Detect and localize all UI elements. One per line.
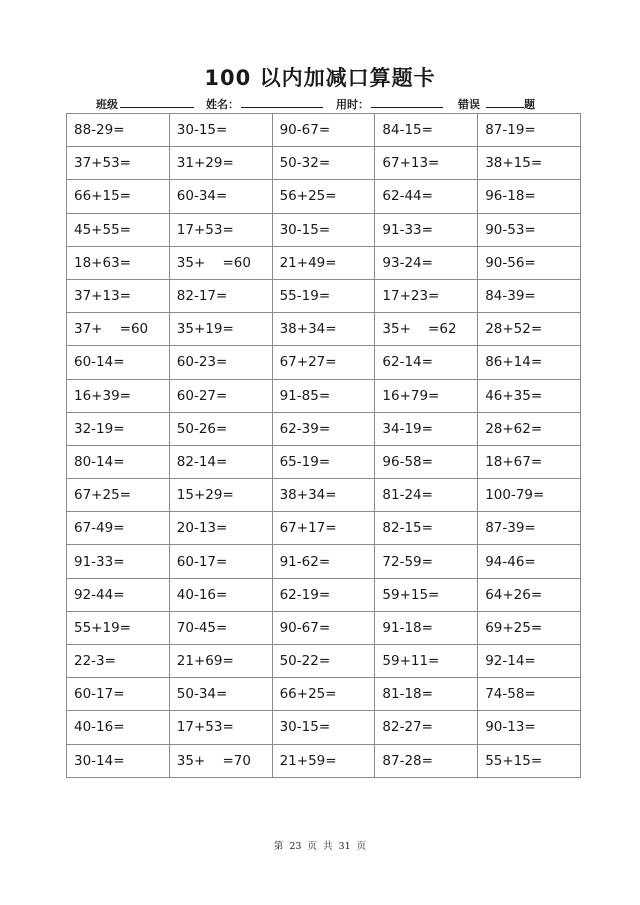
problem-cell: 21+59= [272, 744, 375, 777]
class-blank [120, 96, 194, 108]
problem-row [67, 379, 581, 412]
problem-cell: 62-14= [375, 346, 478, 379]
problem-cell: 50-32= [272, 147, 375, 180]
problem-cell: 60-27= [169, 379, 272, 412]
problem-cell: 92-14= [478, 645, 581, 678]
problem-cell: 62-19= [272, 578, 375, 611]
problem-cell: 46+35= [478, 379, 581, 412]
problem-cell: 40-16= [169, 578, 272, 611]
problem-row [67, 645, 581, 678]
problem-cell: 66+15= [67, 180, 170, 213]
problem-row [67, 545, 581, 578]
problem-cell: 35+ =60 [169, 246, 272, 279]
problem-cell: 67+25= [67, 479, 170, 512]
problem-cell: 65-19= [272, 445, 375, 478]
problem-cell: 55-19= [272, 279, 375, 312]
problem-cell: 81-18= [375, 678, 478, 711]
errors-field [458, 96, 535, 112]
problem-cell: 30-15= [272, 213, 375, 246]
problem-cell: 67+17= [272, 512, 375, 545]
problem-cell: 32-19= [67, 412, 170, 445]
name-field [206, 96, 323, 112]
problem-row [67, 445, 581, 478]
name-label: 姓名： [206, 98, 239, 111]
problem-row [67, 279, 581, 312]
problem-cell: 30-15= [272, 711, 375, 744]
problem-cell: 35+ =62 [375, 313, 478, 346]
problem-cell: 69+25= [478, 611, 581, 644]
problem-cell: 91-33= [67, 545, 170, 578]
problem-row [67, 147, 581, 180]
problem-cell: 60-17= [67, 678, 170, 711]
problem-row [67, 479, 581, 512]
problem-cell: 64+26= [478, 578, 581, 611]
problem-cell: 87-28= [375, 744, 478, 777]
problem-cell: 87-39= [478, 512, 581, 545]
problem-cell: 18+63= [67, 246, 170, 279]
problem-cell: 67-49= [67, 512, 170, 545]
problem-cell: 21+69= [169, 645, 272, 678]
problem-cell: 67+13= [375, 147, 478, 180]
problem-cell: 28+62= [478, 412, 581, 445]
problem-cell: 60-17= [169, 545, 272, 578]
problem-cell: 21+49= [272, 246, 375, 279]
problem-cell: 60-14= [67, 346, 170, 379]
problem-cell: 91-85= [272, 379, 375, 412]
problem-cell: 94-46= [478, 545, 581, 578]
problem-row [67, 180, 581, 213]
problem-cell: 72-59= [375, 545, 478, 578]
problem-cell: 31+29= [169, 147, 272, 180]
problem-cell: 66+25= [272, 678, 375, 711]
problem-cell: 91-33= [375, 213, 478, 246]
problem-cell: 62-39= [272, 412, 375, 445]
problem-cell: 17+23= [375, 279, 478, 312]
problem-cell: 74-58= [478, 678, 581, 711]
problem-cell: 45+55= [67, 213, 170, 246]
problem-cell: 90-56= [478, 246, 581, 279]
time-field [336, 96, 443, 112]
problem-cell: 16+79= [375, 379, 478, 412]
problem-cell: 35+ =70 [169, 744, 272, 777]
problem-cell: 22-3= [67, 645, 170, 678]
problem-cell: 20-13= [169, 512, 272, 545]
problem-row [67, 744, 581, 777]
problem-cell: 82-14= [169, 445, 272, 478]
problem-cell: 86+14= [478, 346, 581, 379]
problem-cell: 82-15= [375, 512, 478, 545]
problem-cell: 88-29= [67, 114, 170, 147]
problem-cell: 62-44= [375, 180, 478, 213]
problem-cell: 30-15= [169, 114, 272, 147]
problem-cell: 67+27= [272, 346, 375, 379]
problem-cell: 17+53= [169, 213, 272, 246]
problem-cell: 91-18= [375, 611, 478, 644]
problem-row [67, 711, 581, 744]
problem-cell: 81-24= [375, 479, 478, 512]
info-row [96, 96, 566, 112]
time-blank [371, 96, 443, 108]
problem-cell: 50-34= [169, 678, 272, 711]
problem-row [67, 213, 581, 246]
problem-cell: 55+19= [67, 611, 170, 644]
problem-cell: 50-26= [169, 412, 272, 445]
errors-blank [486, 96, 524, 108]
problem-cell: 82-17= [169, 279, 272, 312]
name-blank [241, 96, 323, 108]
problem-cell: 40-16= [67, 711, 170, 744]
problem-row [67, 313, 581, 346]
problem-cell: 87-19= [478, 114, 581, 147]
problem-cell: 17+53= [169, 711, 272, 744]
problem-cell: 38+34= [272, 313, 375, 346]
problem-cell: 82-27= [375, 711, 478, 744]
problem-cell: 96-18= [478, 180, 581, 213]
problem-cell: 38+15= [478, 147, 581, 180]
problem-row [67, 678, 581, 711]
problem-cell: 37+53= [67, 147, 170, 180]
problem-cell: 91-62= [272, 545, 375, 578]
class-field [96, 96, 194, 112]
problem-cell: 93-24= [375, 246, 478, 279]
problem-cell: 55+15= [478, 744, 581, 777]
problem-cell: 59+15= [375, 578, 478, 611]
problem-cell: 92-44= [67, 578, 170, 611]
errors-suffix: 题 [524, 98, 535, 111]
problem-cell: 84-39= [478, 279, 581, 312]
problem-cell: 30-14= [67, 744, 170, 777]
problem-cell: 90-67= [272, 611, 375, 644]
problem-cell: 38+34= [272, 479, 375, 512]
problem-cell: 18+67= [478, 445, 581, 478]
problem-cell: 59+11= [375, 645, 478, 678]
problem-cell: 90-67= [272, 114, 375, 147]
class-label: 班级 [96, 98, 118, 111]
problem-row [67, 412, 581, 445]
problem-cell: 90-53= [478, 213, 581, 246]
page-title: 100 以内加减口算题卡 [204, 66, 436, 90]
problem-table-body [67, 114, 581, 778]
problem-table [66, 113, 581, 778]
problem-cell: 37+13= [67, 279, 170, 312]
problem-row [67, 346, 581, 379]
problem-cell: 100-79= [478, 479, 581, 512]
problem-row [67, 611, 581, 644]
problem-row [67, 114, 581, 147]
problem-cell: 70-45= [169, 611, 272, 644]
problem-cell: 84-15= [375, 114, 478, 147]
problem-cell: 96-58= [375, 445, 478, 478]
problem-cell: 35+19= [169, 313, 272, 346]
problem-cell: 37+ =60 [67, 313, 170, 346]
problem-cell: 90-13= [478, 711, 581, 744]
problem-cell: 16+39= [67, 379, 170, 412]
problem-cell: 80-14= [67, 445, 170, 478]
errors-label: 错误 [458, 98, 480, 111]
problem-row [67, 578, 581, 611]
problem-cell: 60-34= [169, 180, 272, 213]
problem-row [67, 246, 581, 279]
problem-cell: 56+25= [272, 180, 375, 213]
problem-cell: 50-22= [272, 645, 375, 678]
problem-cell: 60-23= [169, 346, 272, 379]
problem-cell: 15+29= [169, 479, 272, 512]
time-label: 用时： [336, 98, 369, 111]
problem-cell: 34-19= [375, 412, 478, 445]
problem-row [67, 512, 581, 545]
problem-cell: 28+52= [478, 313, 581, 346]
page-footer: 第 23 页 共 31 页 [273, 841, 367, 852]
